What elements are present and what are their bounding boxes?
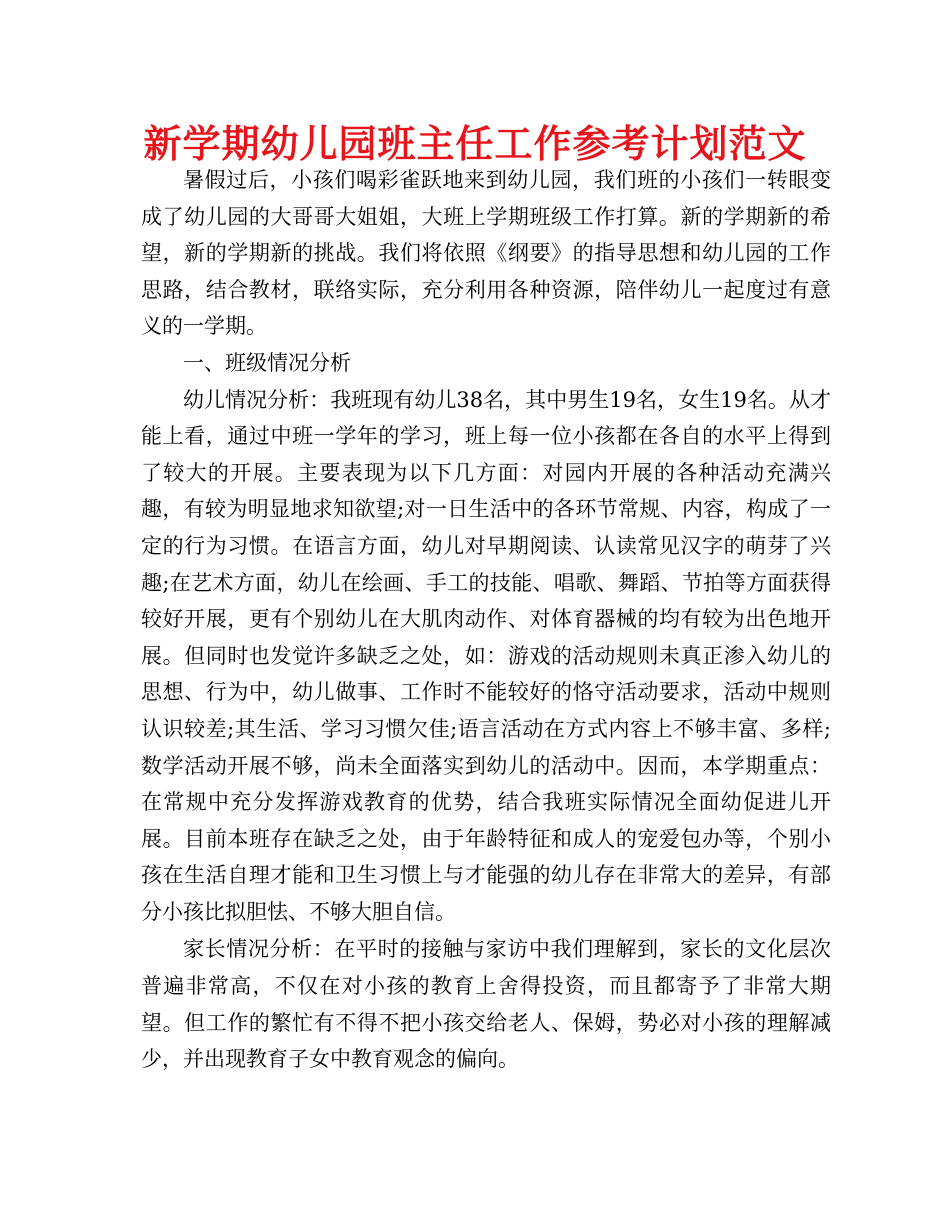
paragraph-children-analysis: 幼儿情况分析：我班现有幼儿38名，其中男生19名，女生19名。从才能上看，通过中班一学年的学习，班上每一位小孩都在各自的水平上得到了较大的开展。主要表现为以下几方面：对园内开展的各种活动充满兴趣，有较为明显地求知欲望;对一日生活中的各环节常规、内容，构成了一定的行为习惯。在语言方面，幼儿对早期阅读、认读常见汉字的萌芽了兴趣;在艺术方面，幼儿在绘画、手工的技能、唱歌、舞蹈、节拍等方面获得较好开展，更有个别幼儿在大肌肉动作、对体育器械的均有较为出色地开展。但同时也发觉许多缺乏之处，如：游戏的活动规则未真正渗入幼儿的思想、行为中，幼儿做事、工作时不能较好的恪守活动要求，活动中规则认识较差;其生活、学习习惯欠佳;语言活动在方式内容上不够丰富、多样;数学活动开展不够，尚未全面落实到幼儿的活动中。因而，本学期重点：在常规中充分发挥游戏教育的优势，结合我班实际情况全面幼促进儿开展。目前本班存在缺乏之处，由于年龄特征和成人的宠爱包办等，个别小孩在生活自理才能和卫生习惯上与才能强的幼儿存在非常大的差异，有部分小孩比拟胆怯、不够大胆自信。 (141, 387, 831, 924)
document-title: 新学期幼儿园班主任工作参考计划范文 (143, 122, 807, 166)
section-heading: 一、班级情况分析 (183, 350, 351, 375)
paragraph-parents-analysis: 家长情况分析：在平时的接触与家访中我们理解到，家长的文化层次普遍非常高，不仅在对小孩的教育上舍得投资，而且都寄予了非常大期望。但工作的繁忙有不得不把小孩交给老人、保姆，势必对小孩的理解减少，并出现教育子女中教育观念的偏向。 (141, 937, 831, 1072)
paragraph-intro: 暑假过后，小孩们喝彩雀跃地来到幼儿园，我们班的小孩们一转眼变成了幼儿园的大哥哥大姐姐，大班上学期班级工作打算。新的学期新的希望，新的学期新的挑战。我们将依照《纲要》的指导思想和幼儿园的工作思路，结合教材，联络实际，充分利用各种资源，陪伴幼儿一起度过有意义的一学期。 (141, 168, 831, 339)
document-body (141, 162, 831, 1078)
